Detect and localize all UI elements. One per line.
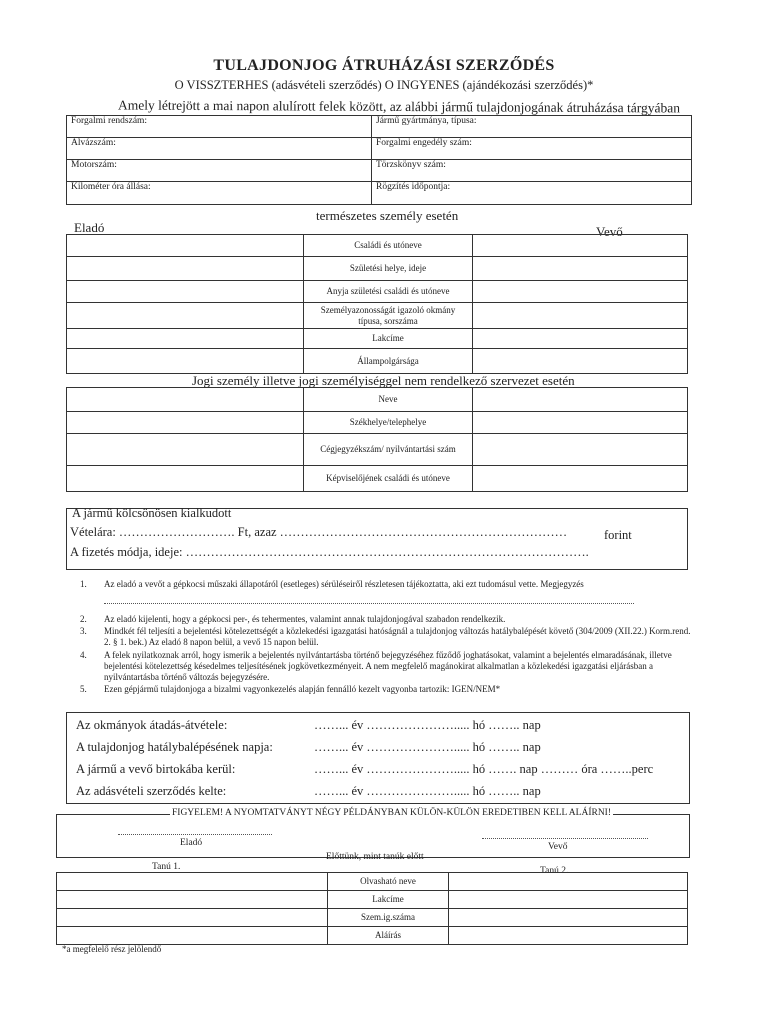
vehicle-field[interactable]: Forgalmi rendszám:	[67, 116, 372, 138]
seller-signature-line[interactable]	[118, 834, 272, 835]
clause-number: 5.	[80, 684, 87, 694]
clause-text: Az eladó kijelenti, hogy a gépkocsi per-, és tehermentes, valamint annak tulajdonjogával szabadon rendelkezik.	[104, 614, 506, 624]
date-fill-field[interactable]: ……... év …………………..... hó …….. nap	[314, 784, 541, 798]
buyer-input[interactable]	[473, 434, 688, 466]
witness1-input[interactable]	[57, 909, 328, 927]
clause-number: 3.	[80, 626, 87, 636]
witness1-input[interactable]	[57, 891, 328, 909]
buyer-signature-label: Vevő	[548, 842, 568, 852]
field-label: Lakcíme	[328, 891, 449, 909]
seller-input[interactable]	[67, 235, 304, 257]
witness2-label: Tanú 2.	[540, 866, 569, 876]
price-amount-field[interactable]: Vételára: ………………………. Ft, azaz ……………………………………………………………	[70, 525, 568, 539]
seller-signature-label: Eladó	[180, 838, 203, 848]
vehicle-field[interactable]: Alvázszám:	[67, 138, 372, 160]
buyer-input[interactable]	[473, 412, 688, 434]
field-label: Aláírás	[328, 927, 449, 945]
seller-input[interactable]	[67, 434, 304, 466]
seller-input[interactable]	[67, 412, 304, 434]
date-label: A tulajdonjog hatálybalépésének napja:	[76, 740, 273, 754]
vehicle-field[interactable]: Forgalmi engedély szám:	[372, 138, 692, 160]
field-label: Olvasható neve	[328, 873, 449, 891]
buyer-input[interactable]	[473, 281, 688, 303]
signature-warning: FIGYELEM! A NYOMTATVÁNYT NÉGY PÉLDÁNYBAN KÜLÖN-KÜLÖN EREDETIBEN KELL ALÁÍRNI!	[172, 808, 612, 818]
seller-heading: Eladó	[74, 220, 105, 235]
legal-person-heading: Jogi személy illetve jogi személyiséggel nem rendelkező szervezet esetén	[192, 373, 575, 388]
buyer-input[interactable]	[473, 257, 688, 281]
seller-input[interactable]	[67, 257, 304, 281]
vehicle-field[interactable]: Kilométer óra állása:	[67, 182, 372, 205]
buyer-input[interactable]	[473, 349, 688, 374]
seller-input[interactable]	[67, 303, 304, 329]
witnesses-intro: Előttünk, mint tanúk előtt	[326, 852, 424, 862]
field-label: Személyazonosságát igazoló okmány típusa, sorszáma	[304, 303, 473, 329]
price-currency: forint	[604, 528, 632, 542]
price-intro: A jármű kölcsönösen kialkudott	[72, 506, 232, 520]
buyer-input[interactable]	[473, 235, 688, 257]
clause-text: Mindkét fél teljesíti a bejelentési kötelezettségét a közlekedési igazgatási hatóságnál a tulajdonjog változás hatálybalépését követő (304/2009 (XII.22.) Korm.rend. 2. § 1. bek.) Az eladó 8 napon belül, a vevő 15 napon belül.	[104, 626, 691, 647]
vehicle-field[interactable]: Rögzítés időpontja:	[372, 182, 692, 205]
field-label: Állampolgársága	[304, 349, 473, 374]
seller-input[interactable]	[67, 388, 304, 412]
clause-text: Ezen gépjármű tulajdonjoga a bizalmi vagyonkezelés alapján fennálló kezelt vagyonba tartozik: IGEN/NEM*	[104, 684, 501, 694]
seller-input[interactable]	[67, 329, 304, 349]
document-title: TULAJDONJOG ÁTRUHÁZÁSI SZERZŐDÉS	[213, 57, 555, 74]
buyer-heading: Vevő	[596, 224, 623, 239]
clause-number: 4.	[80, 650, 87, 660]
legal-person-table	[66, 387, 688, 492]
intro-line: Amely létrejött a mai napon alulírott felek között, az alábbi jármű tulajdonjogának átruházása tárgyában	[117, 97, 681, 116]
vehicle-field[interactable]: Törzskönyv szám:	[372, 160, 692, 182]
field-label: Születési helye, ideje	[304, 257, 473, 281]
date-fill-field[interactable]: ……... év …………………..... hó ……. nap ……… óra ……..perc	[314, 762, 654, 776]
field-label: Anyja születési családi és utóneve	[304, 281, 473, 303]
natural-person-table	[66, 234, 688, 374]
clause-text: A felek nyilatkoznak arról, hogy ismerik a bejelentés nyilvántartásba történő bejegyzéséhez fűződő joghatásokat, valamint a bejelentés elmaradásának, illetve bejelentési kötelezettség késedelmes teljesítésének jogkövetkezményeit. A nem megfelelő magánokirat alkalmatlan a közlekedési igazgatási eljárásban a nyilvántartásba történő változás bejegyzésére.	[104, 650, 672, 682]
seller-input[interactable]	[67, 281, 304, 303]
date-fill-field[interactable]: ……... év …………………..... hó …….. nap	[314, 718, 541, 732]
payment-method-field[interactable]: A fizetés módja, ideje: …………………………………………………………………………………….	[70, 545, 589, 559]
footnote: *a megfelelő rész jelölendő	[62, 944, 162, 954]
witness2-input[interactable]	[449, 909, 688, 927]
witness1-input[interactable]	[57, 927, 328, 945]
clause-text: Az eladó a vevőt a gépkocsi műszaki állapotáról (esetleges) sérüléseiről részletesen tájékoztatta, aki ezt tudomásul vette. Megjegyzés	[104, 579, 584, 589]
seller-input[interactable]	[67, 349, 304, 374]
field-label: Képviselőjének családi és utóneve	[304, 466, 473, 492]
natural-person-heading: természetes személy esetén	[316, 208, 459, 223]
remark-line[interactable]	[104, 603, 634, 604]
witness1-input[interactable]	[57, 873, 328, 891]
date-fill-field[interactable]: ……... év …………………..... hó …….. nap	[314, 740, 541, 754]
witness2-input[interactable]	[449, 927, 688, 945]
witness2-input[interactable]	[449, 891, 688, 909]
field-label: Szem.ig.száma	[328, 909, 449, 927]
buyer-input[interactable]	[473, 329, 688, 349]
buyer-input[interactable]	[473, 466, 688, 492]
witness2-input[interactable]	[449, 873, 688, 891]
buyer-input[interactable]	[473, 303, 688, 329]
vehicle-field[interactable]: Motorszám:	[67, 160, 372, 182]
witness1-label: Tanú 1.	[152, 862, 181, 872]
field-label: Neve	[304, 388, 473, 412]
field-label: Székhelye/telephelye	[304, 412, 473, 434]
clause-number: 2.	[80, 614, 87, 624]
seller-input[interactable]	[67, 466, 304, 492]
date-label: A jármű a vevő birtokába kerül:	[76, 762, 236, 776]
vehicle-field[interactable]: Jármű gyártmánya, típusa:	[372, 116, 692, 138]
field-label: Lakcíme	[304, 329, 473, 349]
field-label: Cégjegyzékszám/ nyilvántartási szám	[304, 434, 473, 466]
buyer-signature-line[interactable]	[482, 838, 648, 839]
witness-table	[56, 872, 688, 945]
clause-number: 1.	[80, 579, 87, 589]
field-label: Családi és utóneve	[304, 235, 473, 257]
date-label: Az okmányok átadás-átvétele:	[76, 718, 228, 732]
contract-type-line: O VISSZTERHES (adásvételi szerződés) O INGYENES (ajándékozási szerződés)*	[174, 78, 594, 92]
buyer-input[interactable]	[473, 388, 688, 412]
date-label: Az adásvételi szerződés kelte:	[76, 784, 227, 798]
vehicle-table	[66, 115, 692, 205]
